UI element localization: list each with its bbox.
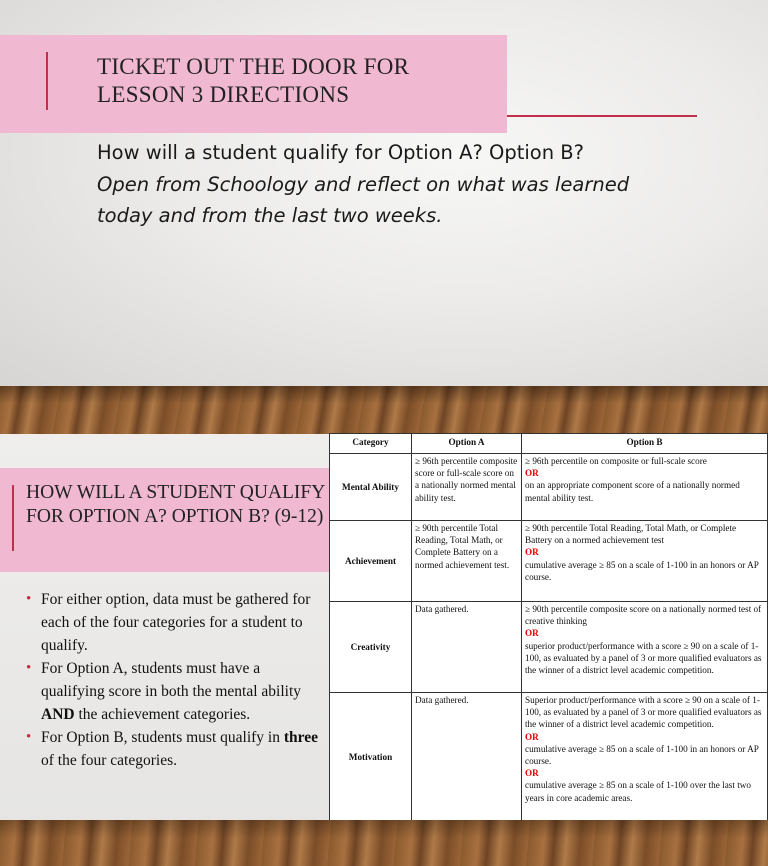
row-option-a: ≥ 90th percentile Total Reading, Total Math, or Complete Battery on a normed achievement test. — [412, 521, 522, 602]
option-b-text: on an appropriate component score of a nationally normed mental ability test. — [525, 480, 740, 503]
row-option-b — [522, 602, 768, 693]
bullet-text-bold: three — [283, 729, 318, 746]
header-category: Category — [330, 434, 412, 454]
title-accent-bar — [46, 52, 48, 110]
row-category: Mental Ability — [330, 454, 412, 521]
title-accent-bar-2 — [12, 485, 14, 551]
bullet-text-post: of the four categories. — [41, 752, 177, 769]
row-category: Achievement — [330, 521, 412, 602]
bullet-icon: • — [26, 591, 32, 607]
option-b-text: cumulative average ≥ 85 on a scale of 1-100 in an honors or AP course. — [525, 743, 759, 767]
slide-ticket-out-the-door — [0, 0, 768, 386]
wood-floor-divider — [0, 386, 768, 436]
row-option-a: ≥ 96th percentile composite score or full-scale score on a nationally normed mental ability test. — [412, 454, 522, 521]
wood-floor-bottom — [0, 820, 768, 866]
or-label: OR — [525, 731, 539, 742]
row-category: Creativity — [330, 602, 412, 693]
row-option-a: Data gathered. — [412, 693, 522, 823]
bullet-text-pre: For Option B, students must qualify in — [41, 729, 284, 746]
row-option-b — [522, 693, 768, 823]
slide-title-line1: TICKET OUT THE DOOR FOR — [97, 54, 410, 79]
header-option-a: Option A — [412, 434, 522, 454]
bullet-item — [26, 726, 324, 772]
bullet-text-bold: AND — [41, 706, 75, 723]
table-row — [330, 693, 768, 823]
criteria-table-container — [329, 433, 767, 821]
row-option-b — [522, 454, 768, 521]
table-row — [330, 454, 768, 521]
option-b-text: ≥ 90th percentile Total Reading, Total Math, or Complete Battery on a normed achievement test — [525, 523, 737, 546]
option-b-text: ≥ 96th percentile on composite or full-scale score — [525, 456, 707, 466]
criteria-table — [329, 433, 768, 823]
row-category: Motivation — [330, 693, 412, 823]
slide2-title: HOW WILL A STUDENT QUALIFY FOR OPTION A? OPTION B? (9-12) — [26, 482, 325, 527]
table-row — [330, 602, 768, 693]
table-header-row — [330, 434, 768, 454]
option-b-text: ≥ 90th percentile composite score on a nationally normed test of creative thinking — [525, 604, 762, 627]
or-label: OR — [525, 628, 539, 639]
bullet-text: For either option, data must be gathered for each of the four categories for a student to qualify. — [41, 591, 311, 654]
option-b-text: cumulative average ≥ 85 on a scale of 1-100 in an honors or AP course. — [525, 559, 759, 582]
row-option-b — [522, 521, 768, 602]
slide-title — [97, 53, 409, 109]
instruction-text: Open from Schoology and reflect on what was learned today and from the last two weeks. — [97, 173, 630, 227]
or-label: OR — [525, 768, 539, 779]
option-b-text: Superior product/performance with a score ≥ 90 on a scale of 1-100, as evaluated by a panel of 3 or more qualified evaluators as the winner of a district level academic competition. — [525, 695, 762, 730]
row-option-a: Data gathered. — [412, 602, 522, 693]
title-underline — [507, 115, 697, 117]
bullet-icon: • — [26, 729, 32, 745]
slide-title-line2: LESSON 3 DIRECTIONS — [97, 82, 350, 107]
bullet-item — [26, 657, 324, 726]
option-b-text: superior product/performance with a score ≥ 90 on a scale of 1-100, as evaluated by a panel of 3 or more qualified evaluators as the winner of a district level academic competition. — [525, 640, 762, 676]
bullet-text-pre: For Option A, students must have a qualifying score in both the mental ability — [41, 660, 301, 700]
or-label: OR — [525, 547, 539, 558]
bullet-icon: • — [26, 660, 32, 676]
or-label: OR — [525, 468, 539, 479]
bullet-list — [26, 588, 324, 772]
table-row — [330, 521, 768, 602]
bullet-item — [26, 588, 324, 657]
header-option-b: Option B — [522, 434, 768, 454]
bullet-text-post: the achievement categories. — [74, 706, 251, 723]
question-text: How will a student qualify for Option A? Option B? — [97, 141, 584, 164]
option-b-text: cumulative average ≥ 85 on a scale of 1-100 over the last two years in core academic areas. — [525, 780, 751, 803]
